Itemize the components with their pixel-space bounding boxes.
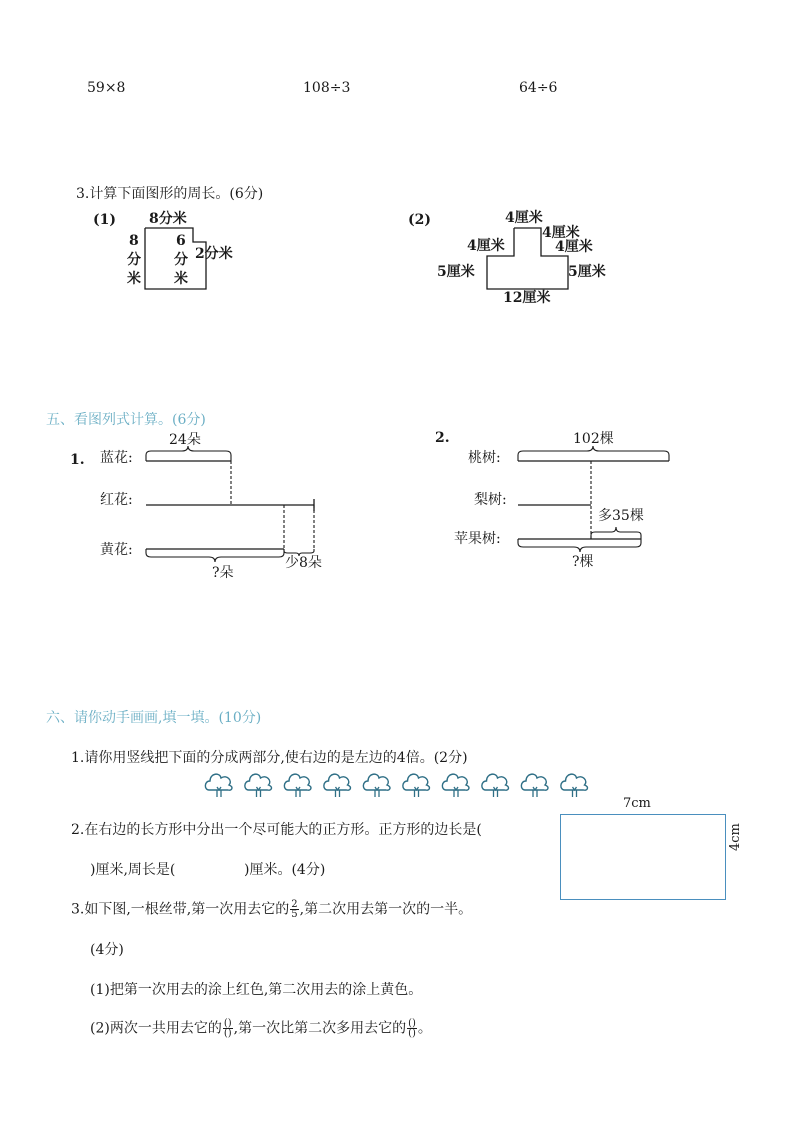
tree-icon <box>561 774 588 797</box>
label-lanhua: 蓝花: <box>100 450 133 466</box>
tree-icon <box>521 774 548 797</box>
more-label: 多35棵 <box>598 508 644 524</box>
tree-icon <box>403 774 430 797</box>
fig1-inner-mi: 米 <box>174 271 188 287</box>
label-taoshu: 桃树: <box>468 450 501 466</box>
fig2-number: (2) <box>408 212 431 228</box>
fig2-right-step-label-a: 4厘米 <box>542 225 580 241</box>
s6-q3-sub1: (1)把第一次用去的涂上红色,第二次用去的涂上黄色。 <box>90 982 423 998</box>
huang-unknown-label: ?朵 <box>212 565 234 581</box>
tree-icon <box>324 774 351 797</box>
s6-q3-line <box>71 900 472 919</box>
s6-q2-line1: 2.在右边的长方形中分出一个尽可能大的正方形。正方形的边长是( <box>71 822 482 838</box>
blank-fraction-2[interactable]: $\frac{()}{()}$ <box>408 1018 416 1039</box>
fig2-top-label: 4厘米 <box>505 210 543 226</box>
less-label: 少8朵 <box>285 555 322 571</box>
fig1-left-mi: 米 <box>127 271 141 287</box>
label-lishu: 梨树: <box>474 492 507 508</box>
fig1-top-label: 8分米 <box>149 211 187 227</box>
s6-q3-sub2-a: (2)两次一共用去它的 <box>90 1020 222 1037</box>
rectangle-7x4[interactable] <box>560 814 726 900</box>
tree-icon <box>482 774 509 797</box>
expr-64div6: 64÷6 <box>519 80 558 96</box>
fig2-right-side-label: 5厘米 <box>568 264 606 280</box>
lan-count-label: 24朵 <box>169 432 201 448</box>
fig2-left-step-label: 4厘米 <box>467 238 505 254</box>
fig1-left-fen: 分 <box>127 252 141 268</box>
s6-q3-text-a: 3.如下图,一根丝带,第一次用去它的 <box>71 901 290 918</box>
q3-title: 3.计算下面图形的周长。(6分) <box>76 186 264 202</box>
fig1-left-8: 8 <box>129 233 139 249</box>
fig2-bottom-label: 12厘米 <box>503 290 551 306</box>
p1-number: 1. <box>70 452 85 468</box>
tao-count-label: 102棵 <box>573 431 614 447</box>
s6-q3-sub2-b: ,第一次比第二次多用去它的 <box>233 1020 407 1037</box>
tree-icon <box>245 774 272 797</box>
expr-59x8: 59×8 <box>87 80 126 96</box>
fig2-right-step-label-b: 4厘米 <box>555 239 593 255</box>
s6-q2-line2a: )厘米,周长是( <box>90 862 176 878</box>
s6-q3-sub2-c: 。 <box>417 1020 432 1037</box>
tree-icon <box>442 774 469 797</box>
rect-width-label: 7cm <box>623 796 651 811</box>
fig1-inner-6: 6 <box>176 233 186 249</box>
fraction-two-fifths: $\frac{2}{5}$ <box>291 899 298 920</box>
label-pingguoshu: 苹果树: <box>454 531 501 547</box>
tree-icon <box>284 774 311 797</box>
fig1-step-label: 2分米 <box>195 246 233 262</box>
expr-108div3: 108÷3 <box>303 80 351 96</box>
s6-q2-line2b: )厘米。(4分) <box>244 862 326 878</box>
fig1-inner-fen: 分 <box>174 252 188 268</box>
s6-q3-text-b: ,第二次用去第一次的一半。 <box>299 901 473 918</box>
s6-q3-points: (4分) <box>90 942 124 958</box>
s6-q1: 1.请你用竖线把下面的分成两部分,使右边的是左边的4倍。(2分) <box>71 750 468 766</box>
section6-title: 六、请你动手画画,填一填。(10分) <box>46 710 262 726</box>
section5-title: 五、看图列式计算。(6分) <box>46 412 206 428</box>
tree-icon <box>363 774 390 797</box>
apple-unknown-label: ?棵 <box>572 554 594 570</box>
p2-number: 2. <box>435 430 450 446</box>
label-huanghua: 黄花: <box>100 542 133 558</box>
s6-q3-sub2 <box>90 1019 432 1038</box>
fig1-number: (1) <box>93 212 116 228</box>
tree-icon <box>205 774 232 797</box>
blank-fraction-1[interactable]: $\frac{()}{()}$ <box>223 1018 232 1039</box>
fig2-left-side-label: 5厘米 <box>437 264 475 280</box>
rect-height-label: 4cm <box>728 823 743 851</box>
label-honghua: 红花: <box>100 492 133 508</box>
